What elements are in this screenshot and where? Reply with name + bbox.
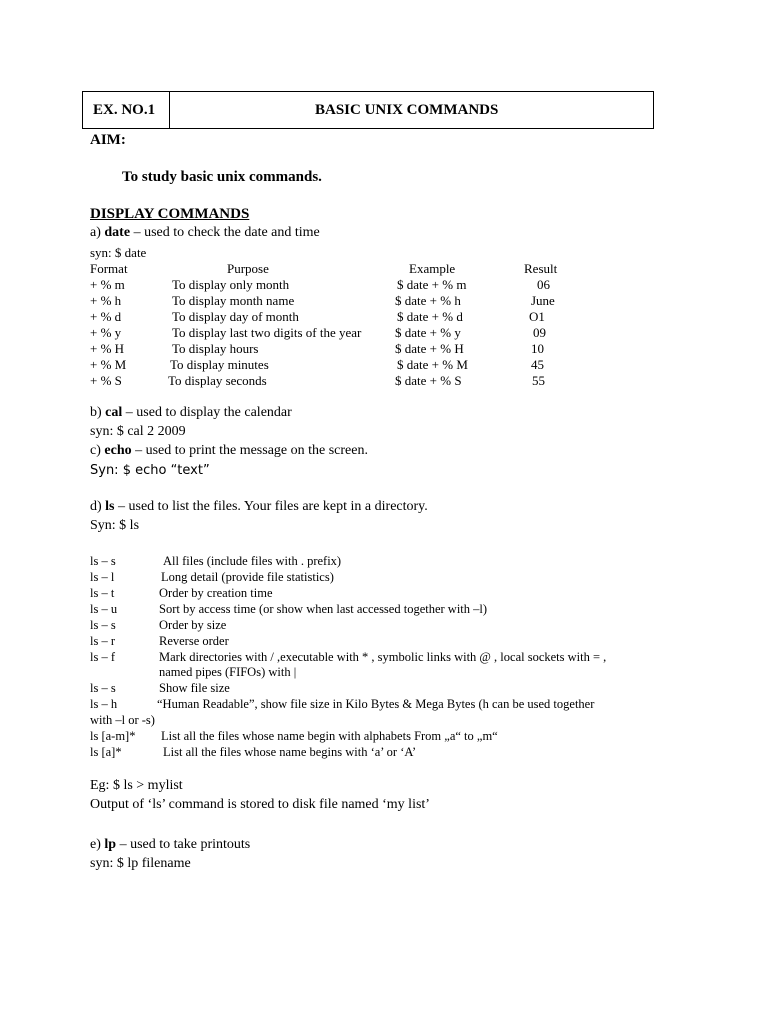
ls-option-desc: Show file size (159, 681, 230, 695)
col-example: Example (409, 261, 456, 276)
ls-desc: – used to list the files. Your files are kept in a directory. (114, 499, 428, 514)
date-row-purpose: To display last two digits of the year (172, 325, 362, 340)
cal-prefix: b) (90, 405, 106, 420)
lp-cmd: lp (104, 837, 117, 852)
aim-text: To study basic unix commands. (122, 169, 322, 185)
display-commands-heading: DISPLAY COMMANDS (90, 206, 250, 222)
ls-option-desc: “Human Readable”, show file size in Kilo Bytes & Mega Bytes (h can be used together (157, 697, 595, 711)
date-row-result: 06 (537, 277, 550, 292)
date-syn: syn: $ date (90, 245, 147, 260)
date-row-result: O1 (529, 309, 545, 324)
ls-option-desc: Long detail (provide file statistics) (161, 570, 334, 584)
date-row-example: $ date + % y (395, 325, 461, 340)
cal-syn: syn: $ cal 2 2009 (90, 424, 186, 439)
date-row-example: $ date + % S (395, 373, 462, 388)
date-row-format: + % m (90, 277, 125, 292)
col-purpose: Purpose (227, 261, 269, 276)
date-row-result: 09 (533, 325, 546, 340)
ls-option-desc: Order by creation time (159, 586, 273, 600)
aim-label: AIM: (90, 132, 126, 148)
lp-line (90, 837, 250, 853)
date-row-purpose: To display month name (172, 293, 295, 308)
ls-option-desc-cont: with –l or -s) (90, 713, 155, 727)
date-row-format: + % S (90, 373, 122, 388)
ls-option: ls – t (90, 586, 115, 600)
echo-desc: – used to print the message on the screen. (131, 443, 368, 458)
ls-option: ls – s (90, 681, 116, 695)
ls-option: ls – r (90, 634, 115, 648)
date-row-purpose: To display hours (172, 341, 259, 356)
date-prefix: a) (90, 225, 105, 240)
date-row-format: + % d (90, 309, 122, 324)
date-row-format: + % y (90, 325, 122, 340)
header-box (82, 91, 654, 129)
echo-cmd: echo (104, 443, 132, 458)
date-row-example: $ date + % M (397, 357, 468, 372)
lp-syn: syn: $ lp filename (90, 856, 191, 871)
cal-line (90, 405, 292, 421)
date-row-purpose: To display only month (172, 277, 290, 292)
date-row-result: 45 (531, 357, 544, 372)
ls-option-desc: List all the files whose name begin with alphabets From „a“ to „m“ (161, 729, 498, 743)
date-row-result: June (531, 293, 555, 308)
echo-line (90, 443, 368, 459)
ls-line (90, 499, 428, 515)
ls-option: ls – h (90, 697, 118, 711)
date-row-purpose: To display day of month (172, 309, 299, 324)
ls-option: ls – f (90, 650, 115, 664)
date-row-example: $ date + % d (397, 309, 463, 324)
ls-option-desc: Sort by access time (or show when last accessed together with –l) (159, 602, 488, 616)
date-row-format: + % h (90, 293, 122, 308)
ls-option: ls [a]* (90, 745, 122, 759)
ls-option: ls [a-m]* (90, 729, 136, 743)
date-desc: – used to check the date and time (130, 225, 320, 240)
ls-option: ls – l (90, 570, 115, 584)
ls-prefix: d) (90, 499, 106, 514)
date-row-example: $ date + % h (395, 293, 461, 308)
date-row-result: 10 (531, 341, 544, 356)
exercise-title: BASIC UNIX COMMANDS (315, 102, 499, 118)
ls-cmd: ls (105, 499, 115, 514)
col-format: Format (90, 261, 128, 276)
ls-option-desc: Reverse order (159, 634, 229, 648)
ls-syn: Syn: $ ls (90, 518, 140, 533)
echo-prefix: c) (90, 443, 105, 458)
col-result: Result (524, 261, 558, 276)
ls-example: Eg: $ ls > mylist (90, 778, 183, 793)
ls-option-desc: Mark directories with / ,executable with * , symbolic links with @ , local sockets with = , (159, 650, 607, 664)
lp-prefix: e) (90, 837, 105, 852)
date-row-purpose: To display seconds (168, 373, 267, 388)
cal-desc: – used to display the calendar (122, 405, 292, 420)
date-row-example: $ date + % m (397, 277, 467, 292)
ls-option: ls – s (90, 618, 116, 632)
echo-syn: Syn: $ echo “text” (90, 463, 210, 478)
date-row-purpose: To display minutes (170, 357, 269, 372)
ls-output-note: Output of ‘ls’ command is stored to disk file named ‘my list’ (90, 797, 430, 812)
header-divider (169, 92, 170, 128)
cal-cmd: cal (105, 405, 123, 420)
date-row-result: 55 (532, 373, 545, 388)
ls-option-desc: Order by size (159, 618, 227, 632)
date-row-format: + % M (90, 357, 127, 372)
ls-option-desc: List all the files whose name begins with ‘a’ or ‘A’ (163, 745, 417, 759)
lp-desc: – used to take printouts (116, 837, 251, 852)
date-row-format: + % H (90, 341, 125, 356)
ls-option: ls – s (90, 554, 116, 568)
ls-option-desc-cont: named pipes (FIFOs) with | (159, 665, 297, 679)
date-row-example: $ date + % H (395, 341, 464, 356)
date-line (90, 225, 320, 241)
date-cmd: date (104, 225, 131, 240)
ls-option-desc: All files (include files with . prefix) (163, 554, 342, 568)
exercise-number: EX. NO.1 (93, 102, 156, 118)
ls-option: ls – u (90, 602, 118, 616)
